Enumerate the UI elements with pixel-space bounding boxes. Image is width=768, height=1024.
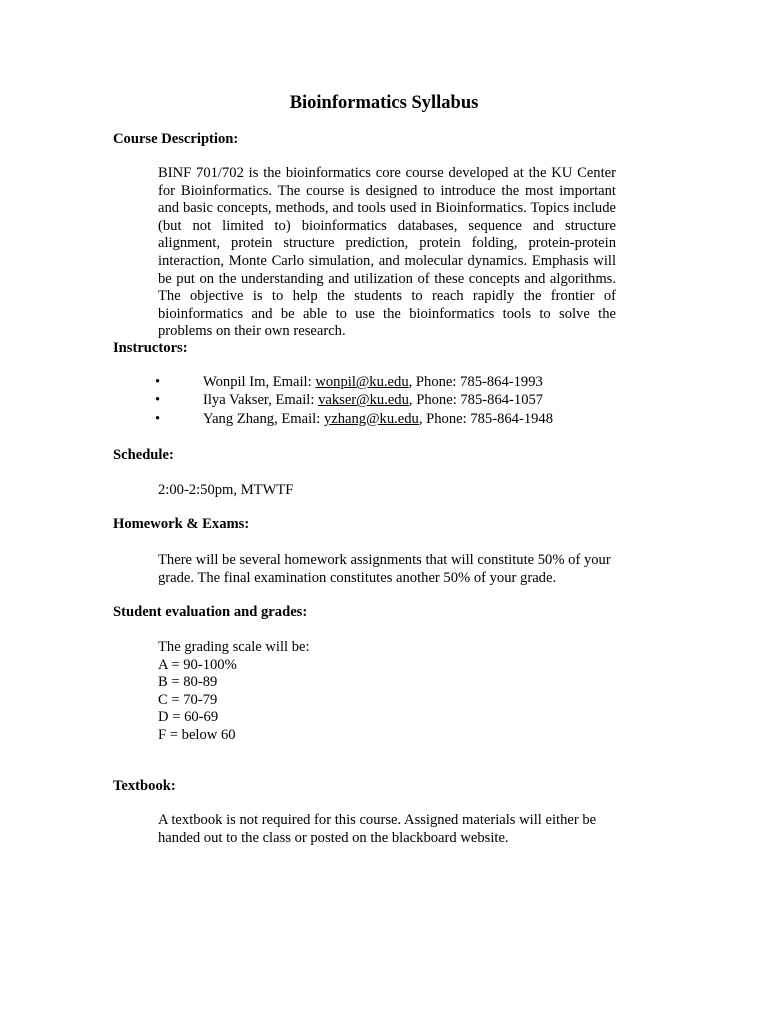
course-description-text: BINF 701/702 is the bioinformatics core course developed at the KU Center for Bioinformatics. The course is designed to introduce the most important and basic concepts, methods, and tools used in Bioinformatics. Topics include (but not limited to) bioinformatics databases, sequence and structure alignment, protein structure prediction, protein folding, protein-protein interaction, Monte Carlo simulation, and molecular dynamics. Emphasis will be put on the understanding and utilization of these concepts and algorithms. The objective is to help the students to reach rapidly the frontier of bioinformatics and be able to use the bioinformatics tools to solve the problems on their own research. [158, 165, 616, 340]
instructor-item [155, 411, 553, 429]
instructor-phone: , Phone: 785-864-1993 [408, 374, 543, 390]
schedule-text: 2:00-2:50pm, MTWTF [158, 482, 294, 498]
grade-row: B = 80-89 [158, 674, 218, 691]
grading-scale-intro: The grading scale will be: [158, 639, 310, 655]
course-description-heading: Course Description: [113, 131, 239, 147]
instructor-name: Wonpil Im, Email: [203, 374, 316, 390]
page-title: Bioinformatics Syllabus [289, 93, 479, 113]
textbook-heading: Textbook: [113, 778, 176, 794]
grade-row: D = 60-69 [158, 709, 219, 726]
homework-heading: Homework & Exams: [113, 516, 250, 532]
instructor-email-link[interactable]: vakser@ku.edu [318, 392, 409, 409]
textbook-text: A textbook is not required for this course. Assigned materials will either be handed out to the class or posted on the blackboard website. [158, 812, 597, 846]
grade-row: F = below 60 [158, 726, 236, 743]
schedule-heading: Schedule: [113, 447, 174, 463]
instructor-item [155, 374, 553, 392]
bullet-icon: • [155, 410, 161, 427]
bullet-icon: • [155, 392, 161, 409]
grading-scale [158, 639, 628, 745]
instructor-name: Ilya Vakser, Email: [203, 392, 319, 409]
grades-heading: Student evaluation and grades: [113, 604, 308, 620]
instructor-email-link[interactable]: yzhang@ku.edu [323, 410, 419, 427]
grade-row: A = 90-100% [158, 656, 237, 673]
instructor-item [155, 392, 553, 410]
instructor-phone: , Phone: 785-864-1948 [418, 410, 554, 427]
instructors-heading: Instructors: [113, 340, 188, 356]
instructor-email-link[interactable]: wonpil@ku.edu [315, 374, 409, 390]
homework-text: There will be several homework assignments that will constitute 50% of your grade. The final examination constitutes another 50% of your grade. [158, 552, 611, 586]
bullet-icon: • [155, 374, 161, 390]
grade-row: C = 70-79 [158, 691, 218, 708]
instructor-list [155, 374, 553, 429]
instructor-name: Yang Zhang, Email: [203, 410, 324, 427]
instructor-phone: , Phone: 785-864-1057 [408, 392, 544, 409]
